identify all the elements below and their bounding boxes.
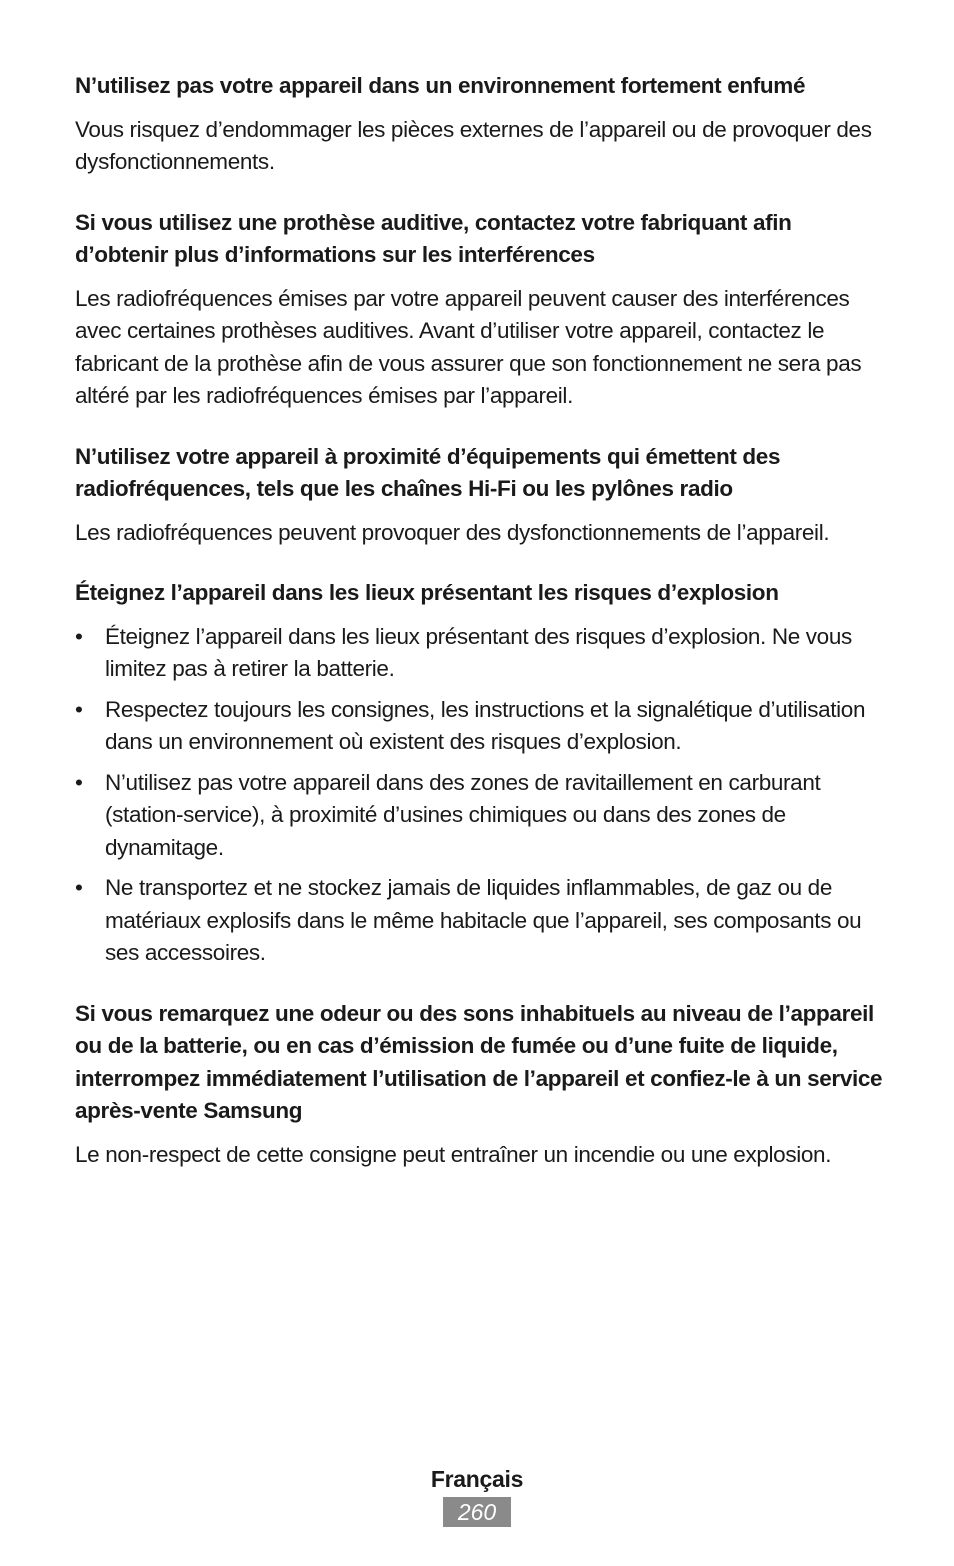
page-number: 260 <box>443 1497 511 1527</box>
bullet-icon: • <box>75 769 83 795</box>
list-item-text: Ne transportez et ne stockez jamais de liquides inflammables, de gaz ou de matériaux explosifs dans le même habitacle que l’appareil, ses composants ou ses accessoires. <box>105 875 862 965</box>
section-explosion-risk <box>75 577 885 970</box>
section-paragraph: Les radiofréquences peuvent provoquer des dysfonctionnements de l’appareil. <box>75 519 830 545</box>
bullet-icon: • <box>75 623 83 649</box>
document-body <box>75 70 885 1199</box>
section-paragraph: Le non-respect de cette consigne peut entraîner un incendie ou une explosion. <box>75 1141 832 1167</box>
list-item-text: Éteignez l’appareil dans les lieux présentant des risques d’explosion. Ne vous limitez pas à retirer la batterie. <box>105 623 852 681</box>
list-item-text: N’utilisez pas votre appareil dans des zones de ravitaillement en carburant (station-service), à proximité d’usines chimiques ou dans des zones de dynamitage. <box>105 769 821 860</box>
list-item <box>75 694 885 759</box>
section-paragraph: Les radiofréquences émises par votre appareil peuvent causer des interférences avec certaines prothèses auditives. Avant d’utiliser votre appareil, contactez le fabricant de la prothèse afin de vous assurer que son fonctionnement ne sera pas altéré par les radiofréquences émises par l’appareil. <box>75 285 862 408</box>
section-heading: Éteignez l’appareil dans les lieux présentant les risques d’explosion <box>75 580 779 605</box>
section-odor-smoke-leak <box>75 998 885 1172</box>
section-smoke <box>75 70 885 179</box>
list-item <box>75 621 885 686</box>
list-item <box>75 872 885 970</box>
section-paragraph: Vous risquez d’endommager les pièces externes de l’appareil ou de provoquer des dysfonctionnements. <box>75 116 872 174</box>
footer-language: Français <box>430 1466 524 1492</box>
section-heading: N’utilisez votre appareil à proximité d’équipements qui émettent des radiofréquences, tels que les chaînes Hi-Fi ou les pylônes radio <box>75 443 781 501</box>
section-heading: N’utilisez pas votre appareil dans un environnement fortement enfumé <box>75 73 806 98</box>
section-radio-equipment <box>75 441 885 550</box>
section-heading: Si vous remarquez une odeur ou des sons inhabituels au niveau de l’appareil ou de la batterie, ou en cas d’émission de fumée ou d’une fuite de liquide, interrompez immédiatement l’utilisation de l’appareil et confiez-le à un service après-vente Samsung <box>75 1000 883 1123</box>
bullet-icon: • <box>75 875 83 900</box>
list-item <box>75 767 885 865</box>
bullet-icon: • <box>75 696 83 722</box>
page-footer <box>0 1463 954 1527</box>
section-heading: Si vous utilisez une prothèse auditive, contactez votre fabriquant afin d’obtenir plus d’informations sur les interférences <box>75 209 792 267</box>
page-number-wrap <box>0 1497 954 1527</box>
bullet-list <box>75 621 885 970</box>
section-hearing-aid <box>75 207 885 413</box>
list-item-text: Respectez toujours les consignes, les instructions et la signalétique d’utilisation dans un environnement où existent des risques d’explosion. <box>105 696 866 754</box>
